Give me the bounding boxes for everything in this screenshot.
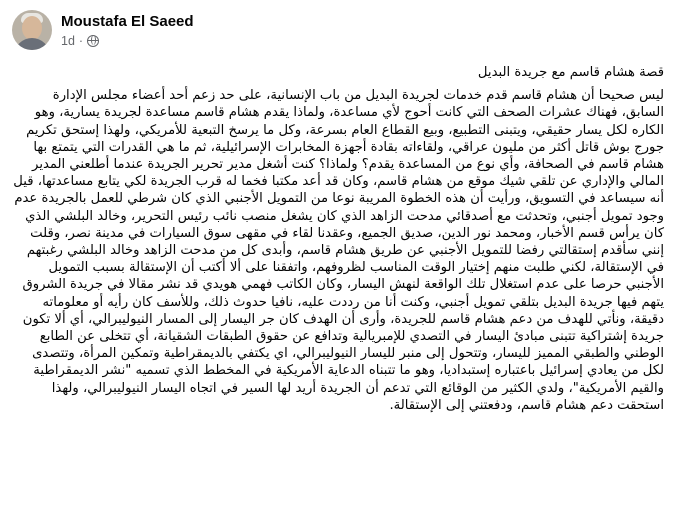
author-name[interactable]: Moustafa El Saeed	[61, 12, 194, 30]
avatar[interactable]	[12, 10, 52, 50]
globe-icon[interactable]	[87, 35, 99, 47]
separator-dot: ·	[78, 33, 84, 48]
post-subline	[61, 33, 194, 49]
post-meta	[61, 12, 194, 49]
post-body	[12, 64, 664, 414]
post-time[interactable]: 1d	[61, 33, 75, 48]
post-title: قصة هشام قاسم مع جريدة البديل	[477, 65, 664, 80]
post-text: ليس صحيحا أن هشام قاسم قدم خدمات لجريدة البديل من باب الإنسانية، على حد زعم أحد أعضاء مجلس الإدارة السابق، فهناك عشرات الصحف التي كانت أحوج لأي مساعدة، ولماذا يقدم هشام قاسم مساعدة لجريدة يسارية، وهو الكاره لكل يسار حقيقي، ويتبنى التطبيع، وبيع القطاع العام بسرعة، وكل ما يرسخ التبعية للأمريكي، ولهذا إستحق تكريم جورج بوش قاتل أكثر من مليون عراقي، ولقاءاته بقادة أجهزة المخابرات الإسرائيلية، ثم ما هي القدرات التي يتمتع بها هشام قاسم في الصحافة، وأي نوع من المساعدة يقدم؟ ولماذا؟ كنت أشغل مدير تحرير الجريدة عندما أطلعني المدير المالي والإداري عن تلقي شيك موقع من هشام قاسم، وكان قد أعد مكتبا فخما له قرب الجريدة لكي يتابع مساعدتها، قيل أنه سيساعد في التسويق، ورأيت أن هذه الخطوة المريبة نوعا من التمويل الأجنبي الذي كان شرطي للعمل بالجريدة عدم وجود تمويل أجنبي، وتحدثت مع أصدقائي مدحت الزاهد الذي كان يشغل منصب نائب رئيس التحرير، وخالد البلشي الذي كان يرأس قسم الأخبار، ومحمد نور الدين، صديق الجميع، وعقدنا لقاء في مقهى سوق السيارات في مدينة نصر، وقلت إنني سأقدم إستقالتي رفضا للتمويل الأجنبي عن طريق هشام قاسم، وأبدى كل من مدحت الزاهد وخالد البلشي رغبتهم في الإستقالة، لكني طلبت منهم إختيار الوقت المناسب لظروفهم، واتفقنا على ألا أكتب أن الإستقالة بسبب التمويل الأجنبي حرصا على عدم استغلال تلك الواقعة لنهش اليسار، وكان الكاتب فهمي هويدي قد نشر مقالا في جريدة الشروق يتهم فيها جريدة البديل بتلقي تمويل أجنبي، وكنت أنا من رددت عليه، نافيا حدوث ذلك، وللأسف كان رأيه أو معلوماته دقيقة، ونأتي للهدف من دعم هشام قاسم للجريدة، وأرى أن الهدف كان جر اليسار إلى المسار النيوليبرالي، أي ألا تكون جريدة إشتراكية تتبنى مبادئ اليسار في التصدي للإمبريالية وتدافع عن حقوق الطبقات الشقيانة، أي تتخلى عن الطابع الوطني والطبقي المميز لليسار، وتتحول إلى منبر لليسار النيوليبرالي، اي يكتفي بالديمقراطية وتمكين المرأة، وتتصدى لكل من يعادي إسرائيل باعتباره إستبداديا، وهو ما تتبناه الدعاية الأمريكية في المخطط الذي تسميه "نشر الديمقراطية والقيم الأمريكية"، ولدي الكثير من الوقائع التي تدعم أن الجريدة أريد لها السير في اتجاه اليسار النيوليبرالي، ولهذا استحقت دعم هشام قاسم، ودفعتني إلى الإستقالة.	[13, 88, 664, 413]
post-header	[12, 8, 194, 52]
